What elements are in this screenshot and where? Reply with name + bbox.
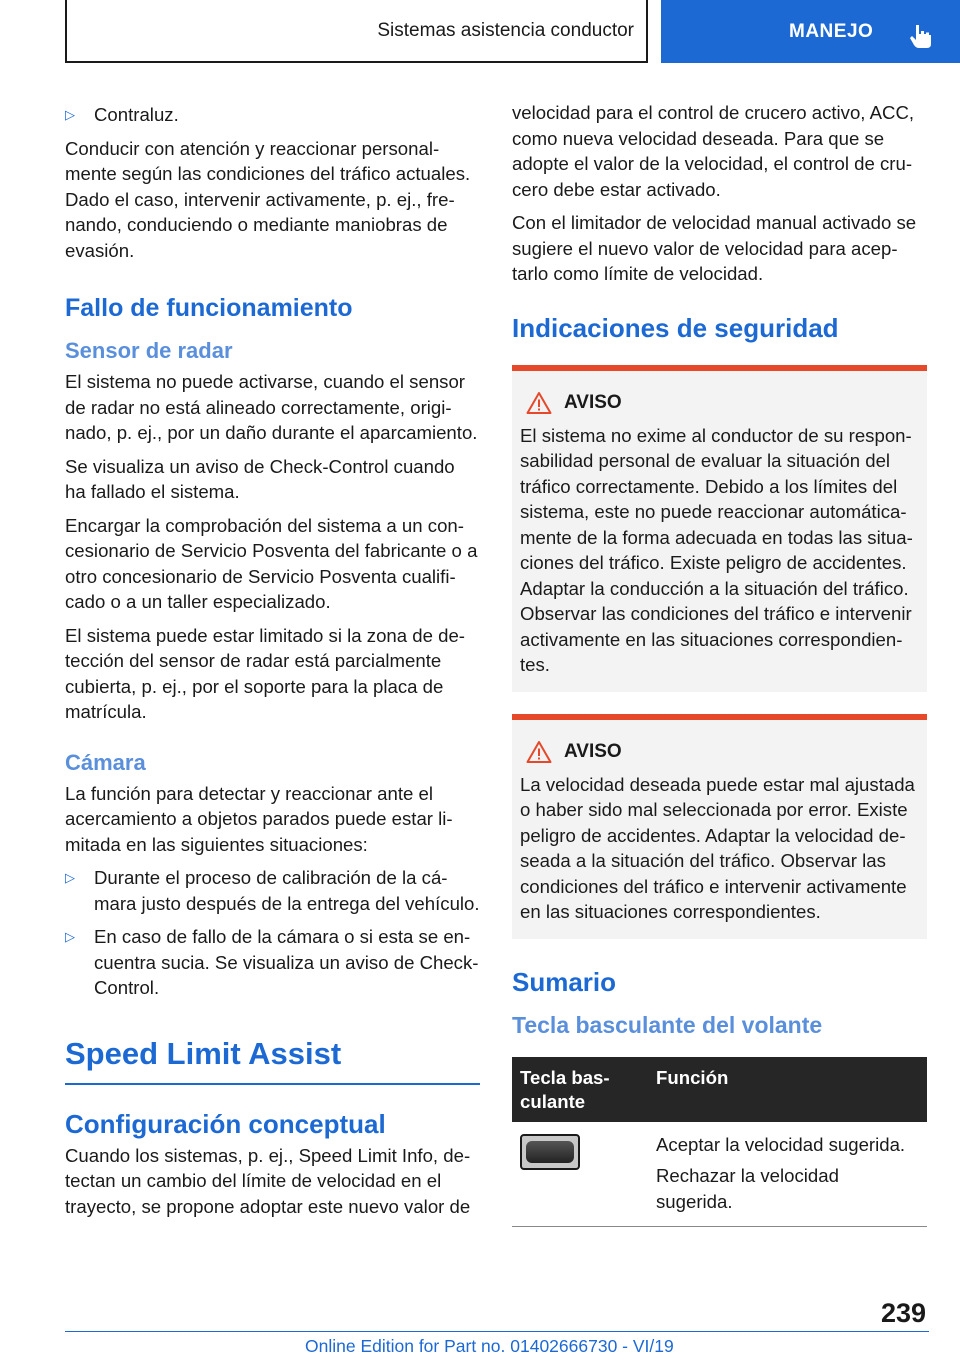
warning-triangle-icon (526, 391, 552, 415)
triangle-bullet-icon: ▷ (65, 870, 75, 885)
warning-text: La velocidad deseada puede estar mal ajustada o haber sido mal seleccionada por error. Existe peligro de accidentes. Adaptar la velocidad deseada a la situación del tráfico. Observar las condiciones del tráfico e intervenir activamente en las situaciones correspondientes. (520, 773, 915, 922)
header-chapter-title: MANEJO (789, 20, 874, 42)
table-cell-icon (512, 1122, 648, 1227)
rocker-switch-icon (520, 1134, 580, 1170)
right-column (512, 100, 927, 1227)
paragraph: El sistema puede estar limitado si la zona de detección del sensor de radar está parcialmente cubierta, p. ej., por el soporte para la placa de matrícula. (65, 624, 465, 722)
paragraph: El sistema no puede activarse, cuando el sensor de radar no está alineado correctamente, originado, p. ej., por un daño durante el aparcamiento. (65, 371, 478, 443)
subheading-radar: Sensor de radar (65, 338, 233, 363)
function-text: Rechazar la velocidad sugerida. (656, 1165, 839, 1212)
function-text: Aceptar la velocidad sugerida. (656, 1133, 906, 1155)
warning-triangle-icon (526, 740, 552, 764)
footer-edition: Online Edition for Part no. 01402666730 - VI/19 (305, 1336, 674, 1356)
warning-box (512, 365, 927, 692)
header-section-title: Sistemas asistencia conductor (377, 19, 634, 41)
chapter-heading-speed-limit-assist: Speed Limit Assist (65, 1035, 480, 1085)
warning-text: El sistema no exime al conductor de su responsabilidad personal de evaluar la situación del tráfico correctamente. Debido a los límites del sistema, este no puede reaccionar automáticamente de la forma adecuada en todas las situaciones del tráfico. Existe peligro de accidentes. Adaptar la conducción a la situación del tráfico. Observar las condiciones del tráfico e intervenir activamente en las situaciones correspondientes. (520, 424, 913, 675)
warning-box (512, 714, 927, 939)
warning-header (520, 740, 919, 764)
table-header-cell: Tecla basculante (512, 1057, 648, 1122)
warning-title: AVISO (564, 740, 622, 762)
table-header-cell: Función (648, 1057, 927, 1122)
warning-header (520, 391, 919, 415)
paragraph: Cuando los sistemas, p. ej., Speed Limit Info, detectan un cambio del límite de velocidad en el trayecto, se propone adoptar este nuevo valor de (65, 1144, 471, 1217)
paragraph: velocidad para el control de crucero activo, ACC, como nueva velocidad deseada. Para que se adopte el valor de la velocidad, el control de crucero debe estar activado. (512, 102, 915, 200)
paragraph: Se visualiza un aviso de Check-Control cuando ha fallado el sistema. (65, 455, 455, 502)
paragraph: Conducir con atención y reaccionar personalmente según las condiciones del tráfico actuales. Dado el caso, intervenir activamente, p. ej., frenando, conduciendo o mediante maniobras de evasión. (65, 137, 471, 261)
subheading-camara: Cámara (65, 749, 146, 775)
triangle-bullet-icon: ▷ (65, 107, 75, 122)
table-header-row (512, 1057, 927, 1122)
table-cell-function (648, 1122, 927, 1227)
triangle-bullet-icon: ▷ (65, 929, 75, 944)
list-item: ▷ Durante el proceso de calibración de la cámara justo después de la entrega del vehículo. (65, 865, 480, 916)
section-heading-seguridad: Indicaciones de seguridad (512, 312, 839, 343)
list-item: ▷ Contraluz. (65, 102, 480, 128)
section-heading-sumario: Sumario (512, 966, 617, 997)
subheading-tecla: Tecla basculante del volante (512, 1011, 823, 1038)
list-item: ▷ En caso de fallo de la cámara o si esta se encuentra sucia. Se visualiza un aviso de Check-Control. (65, 924, 480, 1001)
section-heading-fallo: Fallo de funcionamiento (65, 294, 353, 322)
paragraph: Encargar la comprobación del sistema a un concesionario de Servicio Posventa del fabricante o a otro concesionario de Servicio Posventa cualificado o a un taller especializado. (65, 514, 478, 612)
function-table (512, 1057, 927, 1228)
hand-pointer-icon (907, 22, 935, 50)
page-number: 239 (880, 1298, 926, 1328)
footer-divider (65, 1331, 929, 1332)
section-heading-config: Configuración conceptual (65, 1108, 386, 1139)
header-chapter-tab[interactable] (661, 0, 960, 63)
paragraph: Con el limitador de velocidad manual activado se sugiere el nuevo valor de velocidad para aceptarlo como límite de velocidad. (512, 212, 917, 284)
paragraph: La función para detectar y reaccionar ante el acercamiento a objetos parados puede estar limitada en las siguientes situaciones: (65, 782, 453, 855)
table-row (512, 1122, 927, 1227)
warning-title: AVISO (564, 391, 622, 413)
left-column (65, 102, 480, 1227)
header-section (65, 0, 648, 63)
